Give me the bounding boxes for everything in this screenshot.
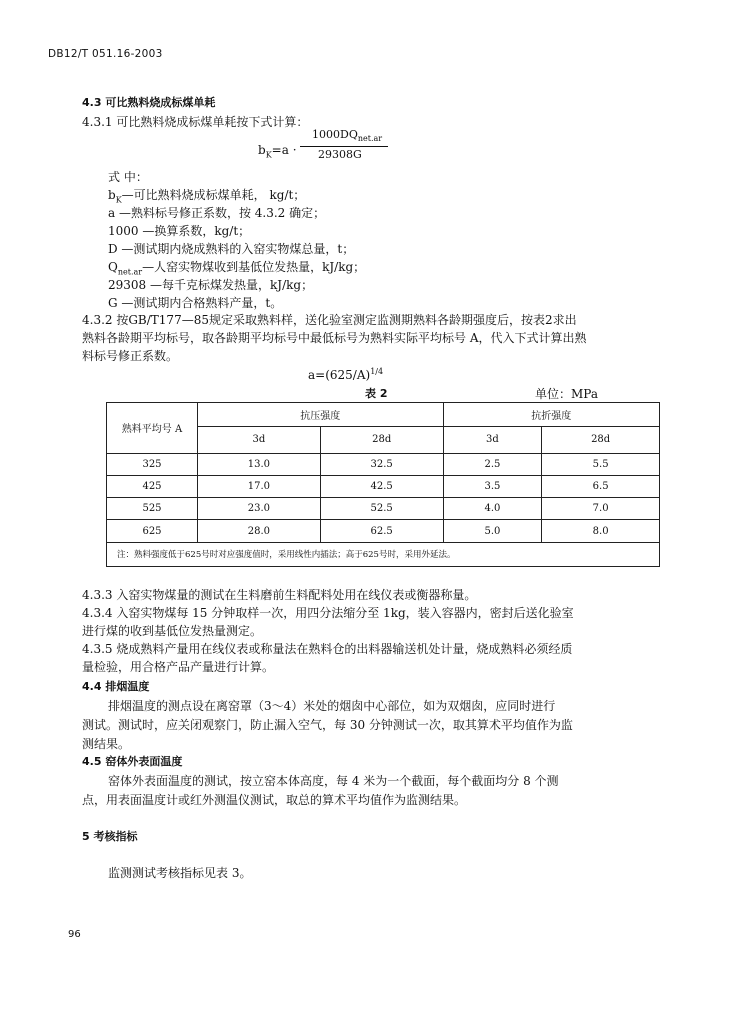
sub-header-3d: 3d [443, 427, 542, 453]
para-4-3-5-line1: 4.3.5 烧成熟料产量用在线仪表或称量法在熟料仓的出料器输送机处计量，烧成熟料必须经质 [82, 642, 573, 656]
section-4-3-title: 4.3 可比熟料烧成标煤单耗 [82, 96, 216, 109]
def-a: a —熟料标号修正系数，按 4.3.2 确定； [108, 206, 326, 220]
cell: 8.0 [542, 520, 660, 542]
sub-header-3d: 3d [198, 427, 321, 453]
strength-table [106, 402, 660, 567]
formula-numerator: 1000DQ [312, 128, 358, 141]
formula-op: =a · [271, 143, 297, 157]
table-title: 表 2 [365, 387, 388, 400]
table-row [107, 453, 660, 475]
cell: 425 [107, 475, 198, 497]
table-row [107, 520, 660, 542]
formula-numerator-sub: net.ar [357, 134, 383, 144]
para-5-line1: 监测测试考核指标见表 3。 [108, 866, 252, 880]
para-4-3-5-line2: 量检验，用合格产品产量进行计算。 [82, 660, 275, 674]
sub-header-28d: 28d [542, 427, 660, 453]
cell: 52.5 [320, 498, 443, 520]
formula-denominator: 29308G [318, 148, 362, 161]
para-4-3-2-line1: 4.3.2 按GB/T177—85规定采取熟料样，送化验室测定监测期熟料各龄期强度后，按表2求出 [82, 313, 577, 327]
formula-lhs: b [258, 143, 266, 157]
cell: 62.5 [320, 520, 443, 542]
para-4-3-2-line3: 料标号修正系数。 [82, 349, 179, 363]
page-number: 96 [68, 929, 81, 940]
def-d: D —测试期内烧成熟料的入窑实物煤总量，t； [108, 242, 355, 256]
cell: 17.0 [198, 475, 321, 497]
para-4-4-line1: 排烟温度的测点设在离窑罩（3～4）米处的烟囱中心部位，如为双烟囱，应同时进行 [108, 699, 556, 713]
cell: 5.0 [443, 520, 542, 542]
def-1000: 1000 —换算系数，kg/t； [108, 224, 251, 238]
para-4-3-2-line2: 熟料各龄期平均标号，取各龄期平均标号中最低标号为熟料实际平均标号 A，代入下式计算出熟 [82, 331, 587, 345]
cell: 13.0 [198, 453, 321, 475]
table-note: 注：熟料强度低于625号时对应强度值时，采用线性内插法；高于625号时，采用外延法。 [107, 542, 660, 566]
table-row [107, 475, 660, 497]
col-group-compressive: 抗压强度 [198, 403, 444, 427]
section-4-5-title: 4.5 窑体外表面温度 [82, 755, 183, 768]
cell: 32.5 [320, 453, 443, 475]
formula-a: $a=(625/A)^{1/4}$ [308, 367, 384, 382]
where-label: 式 中： [108, 170, 148, 184]
sub-header-28d: 28d [320, 427, 443, 453]
col-group-flexural: 抗折强度 [443, 403, 659, 427]
cell: 325 [107, 453, 198, 475]
section-4-4-title: 4.4 排烟温度 [82, 680, 150, 693]
section-5-title: 5 考核指标 [82, 830, 138, 843]
doc-code: DB12/T 051.16-2003 [48, 48, 163, 60]
cell: 42.5 [320, 475, 443, 497]
cell: 5.5 [542, 453, 660, 475]
def-q: $Q_{net.ar}—$人窑实物煤收到基低位发热量，kJ/kg； [108, 260, 366, 277]
para-4-3-4-line1: 4.3.4 入窑实物煤每 15 分钟取样一次，用四分法缩分至 1kg，装入容器内，密封后送化验室 [82, 606, 574, 620]
cell: 4.0 [443, 498, 542, 520]
cell: 3.5 [443, 475, 542, 497]
para-4-4-line2: 测试。测试时，应关闭观察门，防止漏入空气，每 30 分钟测试一次，取其算术平均值作为监 [82, 718, 573, 732]
def-g: G —测试期内合格熟料产量，t。 [108, 296, 283, 310]
cell: 7.0 [542, 498, 660, 520]
cell: 28.0 [198, 520, 321, 542]
def-29308: 29308 —每千克标煤发热量，kJ/kg； [108, 278, 314, 292]
cell: 2.5 [443, 453, 542, 475]
table-row [107, 498, 660, 520]
cell: 525 [107, 498, 198, 520]
col-header-grade: 熟料平均号 A [107, 403, 198, 454]
para-4-3-1: 4.3.1 可比熟料烧成标煤单耗按下式计算： [82, 115, 309, 129]
para-4-3-3: 4.3.3 入窑实物煤量的测试在生料磨前生料配料处用在线仪表或衡器称量。 [82, 588, 477, 602]
formula-a-exponent: 1/4 [370, 367, 384, 376]
para-4-5-line1: 窑体外表面温度的测试，按立窑本体高度，每 4 米为一个截面，每个截面均分 8 个测 [108, 774, 559, 788]
para-4-3-4-line2: 进行煤的收到基低位发热量测定。 [82, 624, 263, 638]
cell: 23.0 [198, 498, 321, 520]
cell: 625 [107, 520, 198, 542]
table-unit: 单位：MPa [535, 387, 598, 401]
formula-lhs-sub: K [265, 150, 272, 160]
fraction-bar [300, 146, 388, 147]
def-bk: $b_K—$可比熟料烧成标煤单耗， kg/t； [108, 188, 306, 205]
para-4-4-line3: 测结果。 [82, 737, 131, 751]
para-4-5-line2: 点，用表面温度计或红外测温仪测试，取总的算术平均值作为监测结果。 [82, 793, 467, 807]
cell: 6.5 [542, 475, 660, 497]
